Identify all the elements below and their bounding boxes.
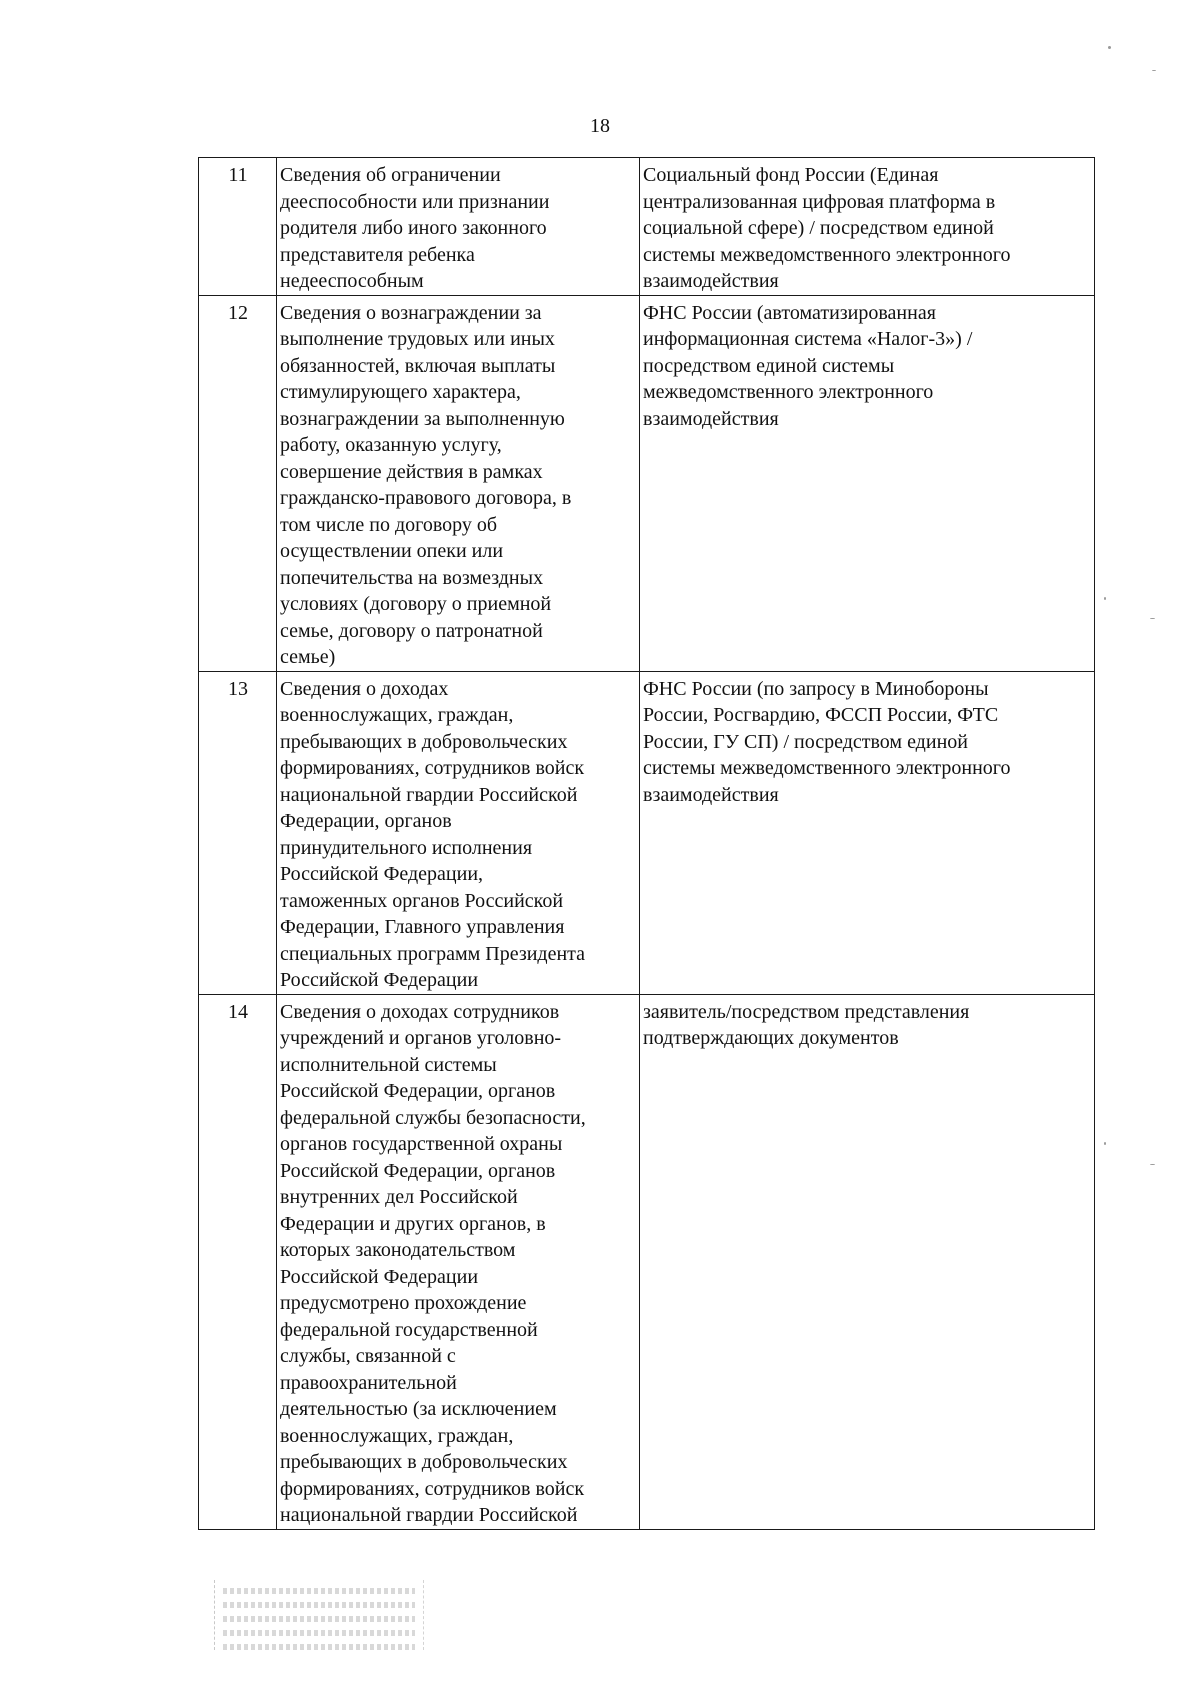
page-number: 18 (590, 115, 610, 137)
scan-speck (1104, 1142, 1106, 1145)
row-number: 12 (199, 295, 277, 671)
scan-speck (1108, 46, 1111, 49)
table-row (199, 158, 1095, 296)
source-cell (640, 994, 1095, 1529)
source-cell (640, 295, 1095, 671)
information-text: Сведения о доходах сотрудников учреждений и органов уголовно- исполнительной системы Российской Федерации, органов федеральной службы безопасности, органов государственной охраны Российской Федерации, органов внутренних дел Российской Федерации и других органов, в которых законодательством Российской Федерации предусмотрено прохождение федеральной государственной службы, связанной с правоохранительной деятельностью (за исключением военнослужащих, граждан, пребывающих в добровольческих формированиях, сотрудников войск национальной гвардии Российской (280, 1000, 586, 1526)
information-cell (277, 671, 640, 994)
scan-speck (1104, 597, 1106, 600)
scan-speck (1150, 618, 1155, 619)
scan-speck (1152, 70, 1156, 71)
stamp-line (223, 1588, 415, 1594)
source-text: ФНС России (автоматизированная информационная система «Налог-3») / посредством единой системы межведомственного электронного взаимодействия (643, 301, 973, 430)
document-table (198, 157, 1095, 1530)
information-text: Сведения об ограничении дееспособности или признании родителя либо иного законного представителя ребенка недееспособным (280, 164, 550, 292)
source-cell (640, 671, 1095, 994)
faded-stamp (214, 1580, 424, 1650)
table-row (199, 994, 1095, 1529)
table-row (199, 295, 1095, 671)
information-cell (277, 295, 640, 671)
information-text: Сведения о вознаграждении за выполнение трудовых или иных обязанностей, включая выплаты стимулирующего характера, вознаграждении за выполненную работу, оказанную услугу, совершение действия в рамках гражданско-правового договора, в том числе по договору об осуществлении опеки или попечительства на возмездных условиях (договору о приемной семье, договору о патронатной семье) (280, 301, 572, 668)
row-number: 13 (199, 671, 277, 994)
table-row (199, 671, 1095, 994)
information-cell (277, 158, 640, 296)
stamp-line (223, 1644, 415, 1650)
information-text: Сведения о доходах военнослужащих, граждан, пребывающих в добровольческих формированиях, сотрудников войск национальной гвардии Российской Федерации, органов принудительного исполнения Российской Федерации, таможенных органов Российской Федерации, Главного управления специальных программ Президента Российской Федерации (280, 677, 586, 991)
stamp-line (223, 1630, 415, 1636)
row-number: 14 (199, 994, 277, 1529)
stamp-line (223, 1602, 415, 1608)
source-text: заявитель/посредством представления подтверждающих документов (643, 1000, 970, 1049)
source-text: Социальный фонд России (Единая централизованная цифровая платформа в социальной сфере) / посредством единой системы межведомственного электронного взаимодействия (643, 164, 1011, 292)
information-cell (277, 994, 640, 1529)
row-number: 11 (199, 158, 277, 296)
source-text: ФНС России (по запросу в Минобороны России, Росгвардию, ФССП России, ФТС России, ГУ СП) / посредством единой системы межведомственного электронного взаимодействия (643, 677, 1011, 806)
stamp-line (223, 1616, 415, 1622)
scan-speck (1150, 1164, 1155, 1165)
source-cell (640, 158, 1095, 296)
